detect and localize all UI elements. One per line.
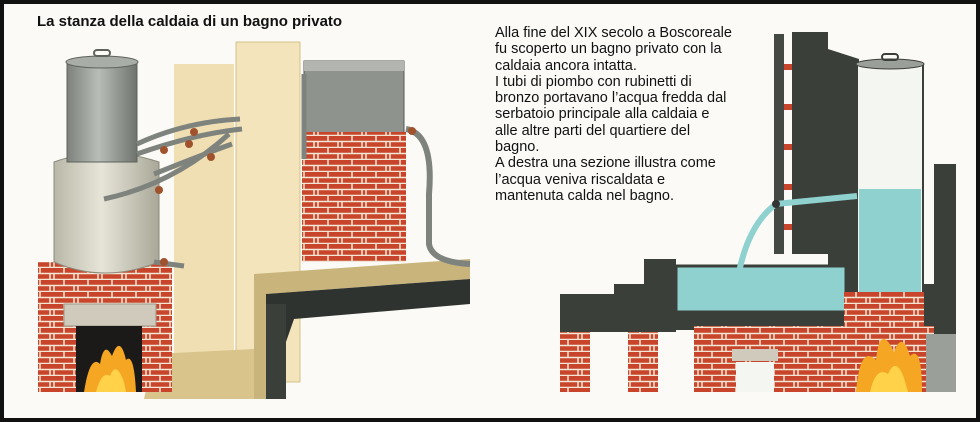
cylinder-water	[859, 189, 921, 294]
brick-pillar	[560, 332, 590, 392]
steps	[560, 259, 676, 332]
caption-paragraph: A destra una sezione illustra come l’acqua veniva riscaldata e mantenuta calda nel bagno.	[495, 155, 716, 204]
water-tank	[304, 61, 404, 135]
back-wall	[174, 64, 234, 354]
chimney	[792, 32, 828, 254]
brick-pillar	[628, 332, 658, 392]
outlet-pipe	[406, 129, 470, 264]
bronze-tap	[408, 127, 416, 135]
tank-brick-base	[302, 132, 406, 262]
lid-handle	[94, 50, 110, 56]
page-title: La stanza della caldaia di un bagno privato	[37, 13, 343, 30]
water-stream	[739, 204, 776, 272]
left-scene-boiler-room	[38, 42, 470, 399]
hot-water-basin	[676, 266, 846, 312]
caption-paragraph: Alla fine del XIX secolo a Boscoreale fu scoperto un bagno privato con la caldaia ancora intatta.	[495, 25, 732, 74]
caption-text	[495, 25, 735, 204]
illustration	[4, 4, 976, 418]
caption-paragraph: I tubi di piombo con rubinetti di bronzo portavano l’acqua fredda dal serbatoio principale alla caldaia e alle altre parti del quartiere del bagno.	[495, 73, 727, 156]
boiler-lid	[66, 56, 138, 68]
boiler-body	[54, 153, 159, 273]
boiler-upper-cylinder	[67, 62, 137, 162]
